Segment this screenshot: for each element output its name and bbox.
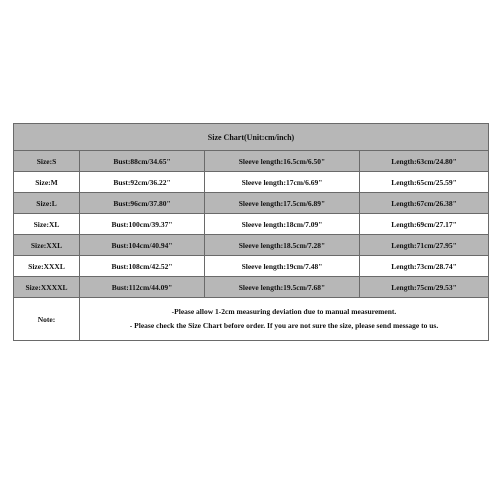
size-cell: Size:S: [14, 151, 80, 172]
bust-cell: Bust:108cm/42.52": [80, 256, 205, 277]
table-row: [14, 151, 489, 172]
size-cell: Size:XL: [14, 214, 80, 235]
length-cell: Length:63cm/24.80": [360, 151, 489, 172]
length-cell: Length:67cm/26.38": [360, 193, 489, 214]
size-cell: Size:L: [14, 193, 80, 214]
sleeve-length-cell: Sleeve length:19cm/7.48": [205, 256, 360, 277]
note-line-check-size: - Please check the Size Chart before order. If you are not sure the size, please send message to us.: [129, 321, 439, 330]
length-cell: Length:71cm/27.95": [360, 235, 489, 256]
length-cell: Length:65cm/25.59": [360, 172, 489, 193]
table-row: [14, 172, 489, 193]
sleeve-length-cell: Sleeve length:16.5cm/6.50": [205, 151, 360, 172]
length-cell: Length:73cm/28.74": [360, 256, 489, 277]
note-text: [80, 298, 489, 341]
sleeve-length-cell: Sleeve length:17.5cm/6.89": [205, 193, 360, 214]
note-line-measurement: -Please allow 1-2cm measuring deviation due to manual measurement.: [171, 307, 397, 316]
bust-cell: Bust:96cm/37.80": [80, 193, 205, 214]
note-row: [14, 298, 489, 341]
size-cell: Size:M: [14, 172, 80, 193]
length-cell: Length:69cm/27.17": [360, 214, 489, 235]
size-cell: Size:XXXXL: [14, 277, 80, 298]
size-cell: Size:XXXL: [14, 256, 80, 277]
table-row: [14, 214, 489, 235]
size-chart-table: [13, 123, 489, 341]
table-row: [14, 193, 489, 214]
table-row: [14, 256, 489, 277]
note-label: Note:: [14, 298, 80, 341]
size-cell: Size:XXL: [14, 235, 80, 256]
bust-cell: Bust:112cm/44.09": [80, 277, 205, 298]
bust-cell: Bust:104cm/40.94": [80, 235, 205, 256]
table-row: [14, 235, 489, 256]
bust-cell: Bust:92cm/36.22": [80, 172, 205, 193]
bust-cell: Bust:88cm/34.65": [80, 151, 205, 172]
chart-title: Size Chart(Unit:cm/inch): [14, 124, 489, 151]
sleeve-length-cell: Sleeve length:17cm/6.69": [205, 172, 360, 193]
sleeve-length-cell: Sleeve length:18cm/7.09": [205, 214, 360, 235]
title-row: [14, 124, 489, 151]
table-row: [14, 277, 489, 298]
sleeve-length-cell: Sleeve length:18.5cm/7.28": [205, 235, 360, 256]
sleeve-length-cell: Sleeve length:19.5cm/7.68": [205, 277, 360, 298]
length-cell: Length:75cm/29.53": [360, 277, 489, 298]
bust-cell: Bust:100cm/39.37": [80, 214, 205, 235]
